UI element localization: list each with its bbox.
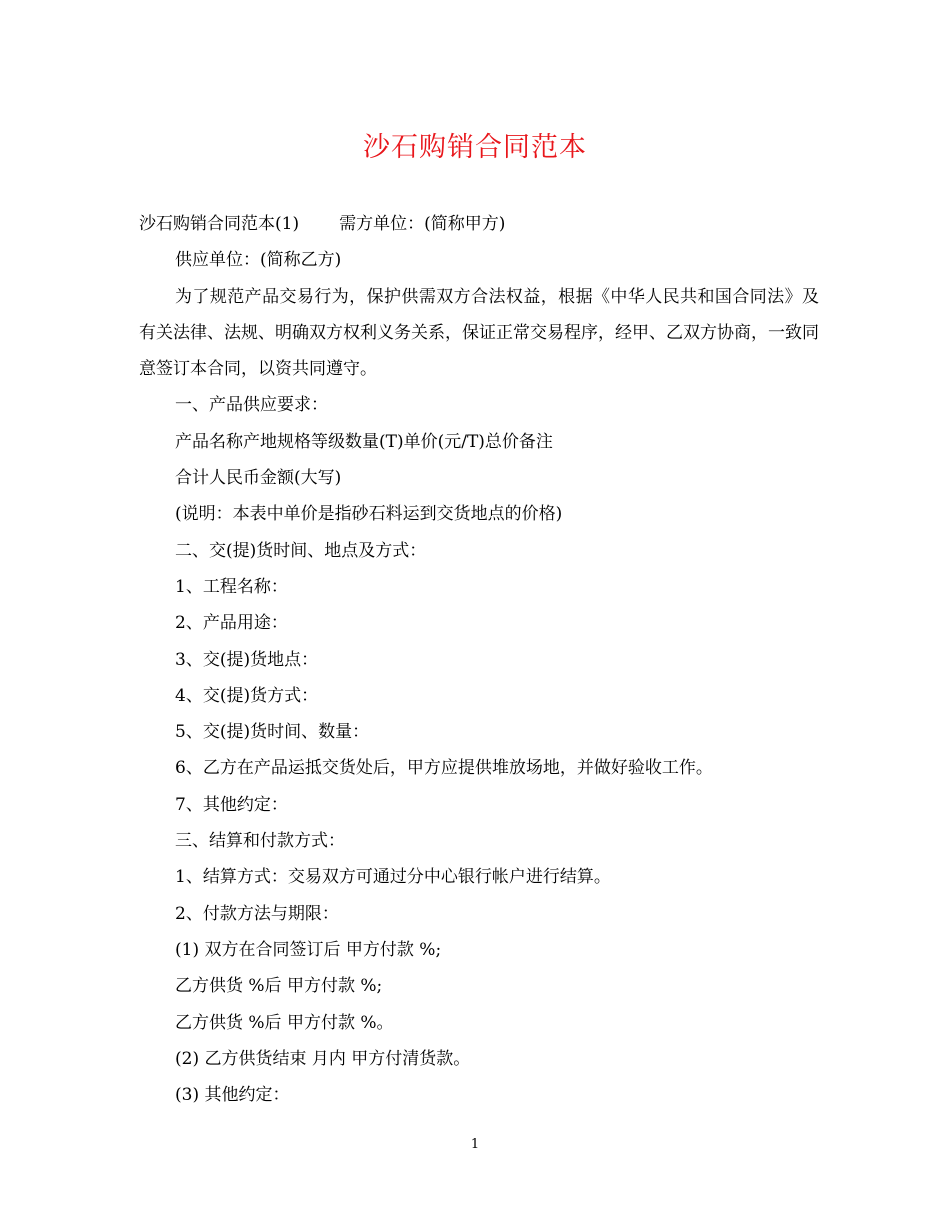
section-heading: 二、交(提)货时间、地点及方式：: [175, 540, 427, 561]
contract-header-line: [139, 206, 819, 242]
list-item: 4、交(提)货方式：: [175, 685, 319, 706]
list-item: 乙方供货 %后 甲方付款 %;: [175, 976, 383, 997]
list-item: (1) 双方在合同签订后 甲方付款 %;: [175, 939, 442, 960]
price-note: (说明：本表中单价是指砂石料运到交货地点的价格): [175, 504, 563, 525]
buyer-unit: 需方单位：(简称甲方): [339, 214, 506, 234]
list-item: 1、工程名称：: [175, 576, 288, 597]
list-item: (3) 其他约定：: [175, 1085, 290, 1106]
list-item: 2、产品用途：: [175, 613, 288, 634]
intro-paragraph: 为了规范产品交易行为，保护供需双方合法权益，根据《中华人民共和国合同法》及有关法律、法规、明确双方权利义务关系，保证正常交易程序，经甲、乙双方协商，一致同意签订本合同，以资共同遵守。: [139, 286, 819, 380]
list-item: 1、结算方式：交易双方可通过分中心银行帐户进行结算。: [175, 867, 611, 888]
list-item: 3、交(提)货地点：: [175, 649, 319, 670]
list-item: (2) 乙方供货结束 月内 甲方付清货款。: [175, 1048, 471, 1069]
section-heading: 一、产品供应要求：: [175, 395, 328, 416]
page-number: 1: [470, 1137, 480, 1152]
list-item: 2、付款方法与期限：: [175, 903, 339, 924]
document-body: [139, 206, 819, 1113]
list-item: 5、交(提)货时间、数量：: [175, 722, 370, 743]
section-heading: 三、结算和付款方式：: [175, 831, 345, 852]
document-title: 沙石购销合同范本: [363, 132, 587, 163]
list-item: 7、其他约定：: [175, 794, 288, 815]
product-table-header: 产品名称产地规格等级数量(T)单价(元/T)总价备注: [175, 431, 553, 452]
total-amount-line: 合计人民币金额(大写): [175, 468, 342, 489]
supplier-unit: 供应单位：(简称乙方): [175, 250, 342, 271]
contract-name: 沙石购销合同范本(1): [139, 214, 300, 234]
list-item: 6、乙方在产品运抵交货处后，甲方应提供堆放场地，并做好验收工作。: [175, 758, 713, 779]
list-item: 乙方供货 %后 甲方付款 %。: [175, 1012, 394, 1033]
